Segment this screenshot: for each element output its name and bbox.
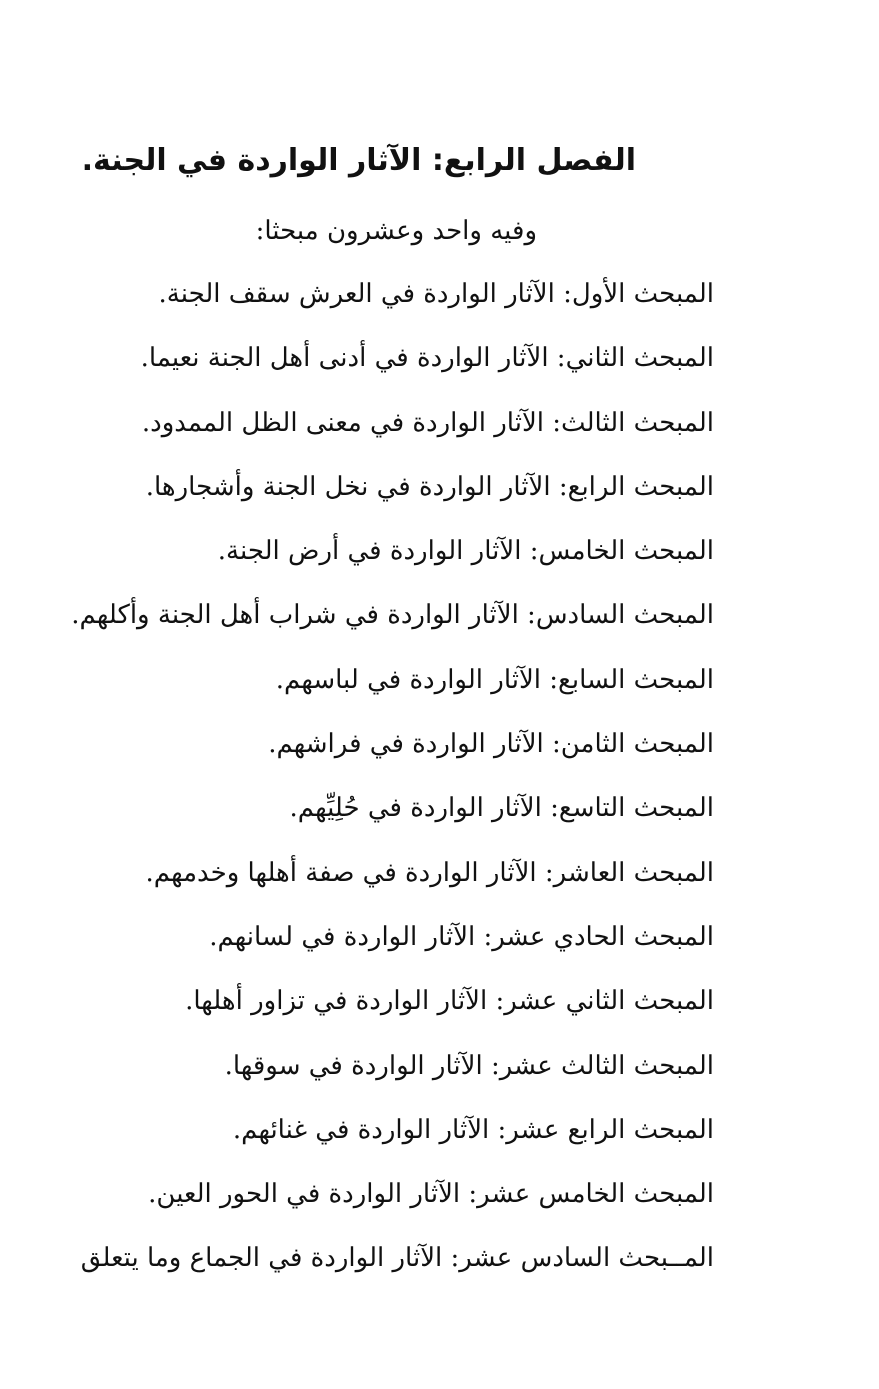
section-item: المبحث السابع: الآثار الواردة في لباسهم. — [275, 664, 714, 695]
section-item: المبحث الثاني: الآثار الواردة في أدنى أهل الجنة نعيما. — [140, 343, 714, 374]
section-item: المبحث الخامس: الآثار الواردة في أرض الجنة. — [217, 536, 714, 567]
section-item: المبحث الرابع عشر: الآثار الواردة في غنائهم. — [232, 1114, 714, 1145]
section-item: المبحث الخامس عشر: الآثار الواردة في الحور العين. — [148, 1179, 714, 1210]
section-item: المبحث العاشر: الآثار الواردة في صفة أهلها وخدمهم. — [145, 857, 714, 888]
section-item: المبحث الثالث عشر: الآثار الواردة في سوقها. — [224, 1050, 714, 1081]
section-item: المبحث الأول: الآثار الواردة في العرش سقف الجنة. — [158, 279, 714, 309]
section-item: المبحث الرابع: الآثار الواردة في نخل الجنة وأشجارها. — [145, 471, 714, 502]
sections-list — [40, 268, 714, 1297]
section-item: المبحث الثامن: الآثار الواردة في فراشهم. — [268, 729, 714, 760]
section-item: المبحث التاسع: الآثار الواردة في حُلِيِّهم. — [289, 793, 714, 824]
section-item: المبحث الثاني عشر: الآثار الواردة في تزاور أهلها. — [185, 986, 714, 1017]
section-item: المبحث الثالث: الآثار الواردة في معنى الظل الممدود. — [141, 407, 714, 438]
section-item: المــبحث السادس عشر: الآثار الواردة في الجماع وما يتعلق — [80, 1243, 714, 1274]
chapter-title: الفصل الرابع: الآثار الواردة في الجنة. — [81, 143, 636, 178]
section-item: المبحث الحادي عشر: الآثار الواردة في لسانهم. — [209, 921, 714, 952]
chapter-intro: وفيه واحد وعشرون مبحثا: — [255, 216, 537, 246]
section-item: المبحث السادس: الآثار الواردة في شراب أهل الجنة وأكلهم. — [71, 600, 714, 631]
